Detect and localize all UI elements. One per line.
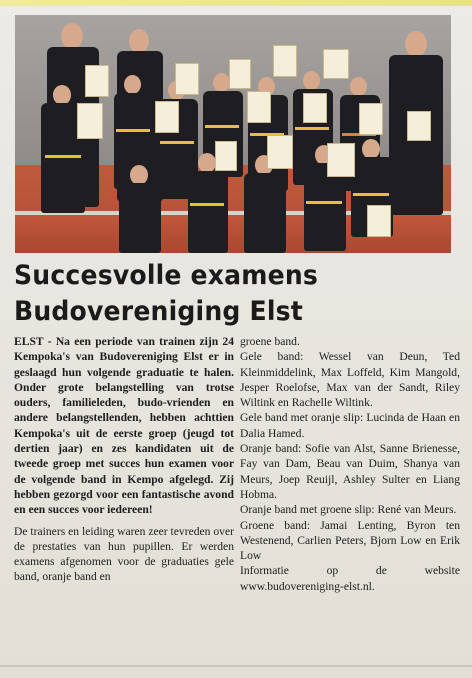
paragraph-groene-band: Groene band: Jamai Lenting, Byron ten Westenend, Carlien Peters, Bjorn Low en Erik Low <box>240 518 460 563</box>
group-photo <box>15 15 451 253</box>
certificate <box>303 93 327 123</box>
headline <box>14 258 433 330</box>
certificate <box>85 65 109 97</box>
paragraph-website-info: Informatie op de website www.budovereniging-elst.nl. <box>240 564 460 593</box>
child-front <box>115 165 165 253</box>
certificate <box>407 111 431 141</box>
paragraph-oranje-band: Oranje band: Sofie van Alst, Sanne Brienesse, Fay van Dam, Beau van Duim, Shanya van Meurs, Joep Reuijl, Ashley Sulter en Liang Hobma. <box>240 442 460 501</box>
certificate <box>327 143 355 177</box>
certificate <box>323 49 349 79</box>
certificate <box>273 45 297 77</box>
certificate <box>267 135 293 169</box>
headline-line-2: Budovereniging Elst <box>14 296 303 327</box>
article-column-right <box>240 334 460 594</box>
certificate <box>215 141 237 171</box>
paragraph-continued: groene band. <box>240 335 300 348</box>
paragraph-oranje-groen: Oranje band met groene slip: René van Meurs. <box>240 503 457 517</box>
child-front <box>240 155 290 253</box>
headline-line-1: Succesvolle examens <box>14 260 319 291</box>
top-color-strip <box>0 0 472 6</box>
certificate <box>77 103 103 139</box>
lead-paragraph: ELST - Na een periode van trainen zijn 24 Kempoka's van Budovereniging Elst er in geslaagd hun volgende graduatie te halen. Onder grote belangstelling van trotse ouders, familieleden, budo-vrienden en andere belangstellenden, hebben achttien Kempoka's uit de eerste groep (jeugd tot dertien jaar) en zes kandidaten uit de tweede groep met succes hun examen voor de volgende band in Kempo afgelegd. Zij hebben gezorgd voor een fantastische avond en een succes voor iedereen! <box>14 335 234 517</box>
paragraph-gele-band: Gele band: Wessel van Deun, Ted Kleinmiddelink, Max Loffeld, Kim Mangold, Jesper Roelofse, Max van der Sandt, Riley Wiltink en Rachelle Wiltink. <box>240 350 460 410</box>
certificate <box>229 59 251 89</box>
paragraph-trainers: De trainers en leiding waren zeer tevreden over de prestaties van hun pupillen. Er werden examens afgenomen voor de graduaties gele band, oranje band en <box>14 524 234 584</box>
certificate <box>155 101 179 133</box>
bottom-rule <box>0 665 472 667</box>
certificate <box>359 103 383 135</box>
certificate <box>175 63 199 95</box>
certificate <box>247 91 271 123</box>
certificate <box>367 205 391 237</box>
article-column-left <box>14 334 234 585</box>
paragraph-gele-oranje: Gele band met oranje slip: Lucinda de Haan en Dalia Hamed. <box>240 411 460 440</box>
